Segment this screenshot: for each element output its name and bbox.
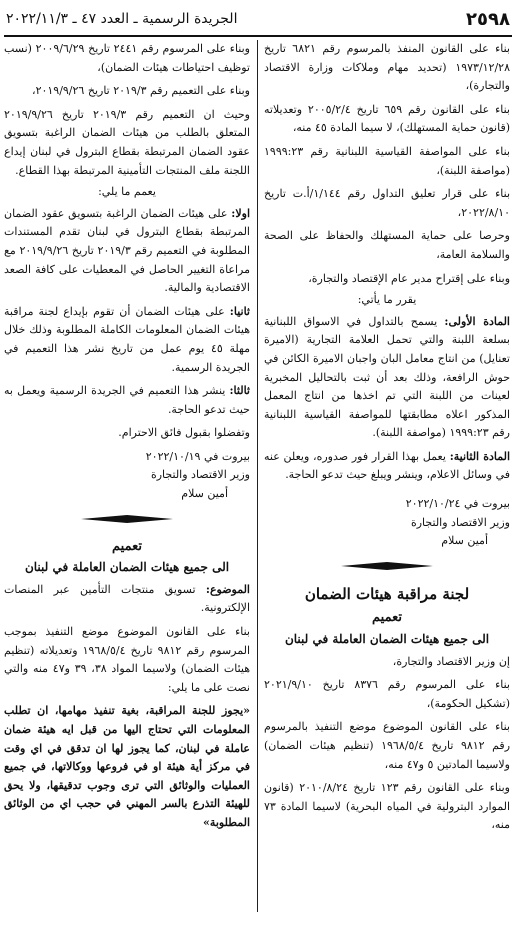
signature-title: وزير الاقتصاد والتجارة (150, 468, 250, 482)
paragraph: بناء على المواصفة القياسية اللبنانية رقم ١٩٩٩:٢٣ (مواصفة اللبنة)، (264, 144, 510, 177)
subject-line (4, 581, 250, 618)
signature-date: بيروت في ٢٠٢٢/١٠/٢٤ (405, 497, 510, 511)
clause-text: على هيئات الضمان الراغبة بتسويق عقود الضمان المرتبطة بقطاع البترول في لبنان تقدم المستندات المطلوبة في التعميم رقم ٢٠١٩/٣ تاريخ ٢٠١٩/٩/٢٦ مع مراعاة التغيير الحاصل في المعطيات على كافة الصعد الاقتصادية والمالية. (4, 206, 250, 295)
page-number: ٢٥٩٨ (466, 8, 510, 30)
clause-text: على هيئات الضمان أن تقوم بإيداع لجنة مراقبة هيئات الضمان المعلومات الكاملة المطلوبة وذلك خلال مهلة ٤٥ يوم عمل من تاريخ نشر هذا التعميم في الجريدة الرسمية. (4, 304, 251, 374)
paragraph: بناء على القانون المنفذ بالمرسوم رقم ٦٨٢١ تاريخ ١٩٧٣/١٢/٢٨ (تحديد مهام وملاكات وزارة الاقتصاد والتجارة)، (264, 42, 510, 93)
clause-label: اولا: (231, 206, 250, 220)
quoted-provision: «يجوز للجنة المراقبة، بغية تنفيذ مهامها، ان تطلب المعلومات التي تحتاج اليها من قبل ايه هيئة ضمان عاملة في لبنان، كما يجوز لها ان تدقق في اي وقت في مركز أية هيئة او في فروعها ووكالاتها، في جميع العمليات والوثائق التي ترى وجوب تدقيقها، ولا يحق للهيئة التذرع بالسر المهني في حجب اي من الوثائق المطلوبة» (4, 704, 250, 829)
clause-label: ثالثا: (229, 384, 250, 398)
article-text: يسمح بالتداول في الاسواق اللبنانية بسلعة اللبنة والتي تحمل العلامة التجارية (الاميرة تعنايل) من انتاج معامل البان واجبان الاميرة الكائن في حوش الرافعة، وذلك بعد أن ثبت بالتحاليل المخبرية لعينات من اللبنة التي تم اخذها من انتاج المعمل المذكور اعلاه مطابقتها للمواصفة القياسية اللبنانية رقم ١٩٩٩:٢٣ (مواصفة اللبنة). (264, 314, 510, 440)
clause-2 (4, 303, 250, 377)
signature-name: أمين سلام (181, 487, 228, 501)
paragraph: بناء على القانون رقم ٦٥٩ تاريخ ٢٠٠٥/٢/٤ وتعديلاته (قانون حماية المستهلك)، لا سيما المادة ٤٥ منه، (264, 102, 510, 135)
circular-heading: تعميم (372, 610, 402, 626)
signature-date: بيروت في ٢٠٢٢/١٠/١٩ (145, 449, 250, 463)
section-title: لجنة مراقبة هيئات الضمان (304, 584, 470, 603)
left-column (4, 40, 250, 838)
paragraph: وبناء على المرسوم رقم ٢٤٤١ تاريخ ٢٠٠٩/٦/٢٩ (نسب توظيف احتياطات هيئات الضمان)، (4, 42, 250, 74)
paragraph: وبناء على إقتراح مدير عام الإقتصاد والتجارة، (308, 271, 510, 285)
divider-ornament (4, 514, 250, 524)
paragraph: وحرصا على حماية المستهلك والحفاظ على الصحة والسلامة العامة، (264, 229, 510, 261)
closing-line: وتفضلوا بقبول فائق الاحترام. (118, 426, 250, 440)
decides-line: يعمم ما يلي: (98, 185, 156, 199)
paragraph: بناء على قرار تعليق التداول رقم ١/١٤٤/أ.ت تاريخ ٢٠٢٢/٨/١٠، (264, 187, 511, 219)
page-header (4, 6, 512, 37)
divider-ornament (264, 561, 510, 571)
circular-heading: تعميم (112, 538, 142, 554)
paragraph: إن وزير الاقتصاد والتجارة، (392, 654, 510, 668)
clause-3 (4, 382, 250, 419)
right-column (264, 40, 510, 840)
signature-title: وزير الاقتصاد والتجارة (410, 515, 510, 529)
subject-text: تسويق منتجات التأمين عبر المنصات الإلكترونية. (4, 582, 250, 615)
issue-line: الجريدة الرسمية ـ العدد ٤٧ ـ ٢٠٢٢/١١/٣ (6, 11, 238, 27)
article-label: المادة الثانية: (449, 449, 510, 463)
paragraph: وحيث ان التعميم رقم ٢٠١٩/٣ تاريخ ٢٠١٩/٩/٢٦ المتعلق بالطلب من هيئات الضمان الراغبة بتسويق عقود الضمان المرتبطة بقطاع البترول في لبنان إيداع اللجنة ملف المنتجات التأمينية المرتبطة بهذا القطاع. (4, 107, 250, 177)
clause-label: ثانيا: (229, 304, 250, 318)
article-text: يعمل بهذا القرار فور صدوره، ويعلن عنه في وسائل الاعلام، وينشر ويبلغ حيث تدعو الحاجة. (264, 449, 510, 482)
clause-1 (4, 205, 250, 298)
paragraph: بناء على القانون الموضوع موضع التنفيذ بالمرسوم رقم ٩٨١٢ تاريخ ١٩٦٨/٥/٤ (تنظيم هيئات الضمان) ولاسيما المادتين ٥ و٤٧ منه، (264, 720, 510, 771)
signature-name: أمين سلام (441, 534, 488, 548)
decides-line: يقرر ما يأتي: (357, 293, 417, 307)
paragraph: وبناء على القانون رقم ١٢٣ تاريخ ٢٠١٠/٨/٢٤ (قانون الموارد البترولية في المياه البحرية) لاسيما المادة ٧٣ منه، (264, 781, 510, 832)
circular-recipients: الى جميع هيئات الضمان العاملة في لبنان (24, 560, 230, 575)
subject-label: الموضوع: (205, 582, 250, 596)
article-label: المادة الأولى: (444, 314, 510, 328)
paragraph: بناء على القانون الموضوع موضع التنفيذ بموجب المرسوم رقم ٩٨١٢ تاريخ ١٩٦٨/٥/٤ وتعديلاته (تنظيم هيئات الضمان) ولاسيما المواد ٣٨، ٣٩ و٤٧ منه والتي نصت على ما يلي: (4, 625, 251, 694)
clause-text: ينشر هذا التعميم في الجريدة الرسمية ويعمل به حيث تدعو الحاجة. (4, 384, 250, 416)
article-1 (264, 313, 510, 443)
paragraph: بناء على المرسوم رقم ٨٣٧٦ تاريخ ٢٠٢١/٩/١٠ (تشكيل الحكومة)، (264, 678, 510, 710)
article-2 (264, 448, 510, 485)
paragraph: وبناء على التعميم رقم ٢٠١٩/٣ تاريخ ٢٠١٩/٩/٢٦، (32, 84, 250, 98)
circular-recipients: الى جميع هيئات الضمان العاملة في لبنان (284, 632, 490, 647)
column-divider (257, 40, 258, 912)
